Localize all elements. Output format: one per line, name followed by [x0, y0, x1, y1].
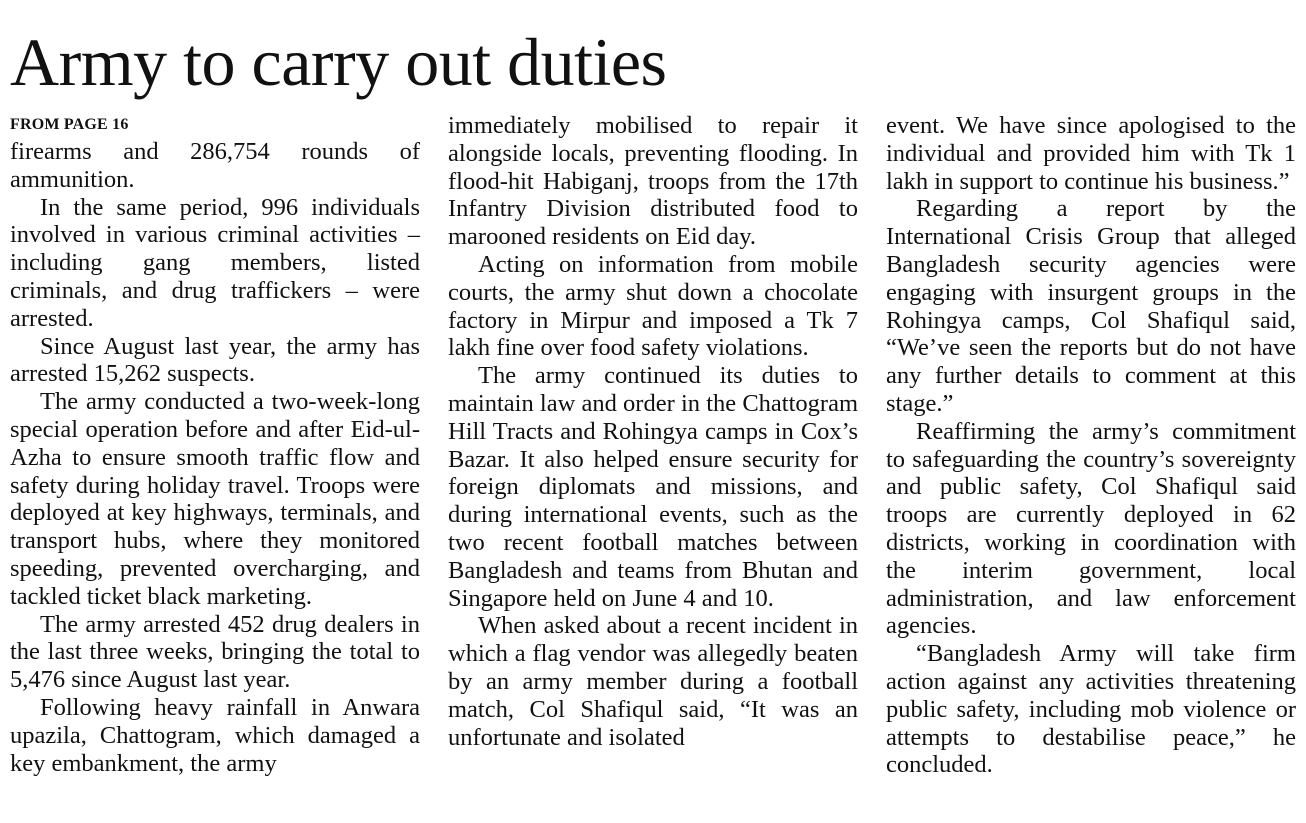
paragraph: “Bangladesh Army will take firm action against any activities threatening public safety, including mob violence or attempts to destabilise peace,” he concluded.	[886, 640, 1296, 779]
jump-line: FROM PAGE 16	[10, 116, 129, 133]
paragraph: The army continued its duties to maintain law and order in the Chattogram Hill Tracts and Rohingya camps in Cox’s Bazar. It also helped ensure security for foreign diplomats and missions, and during international events, such as the two recent football matches between Bangladesh and teams from Bhutan and Singapore held on June 4 and 10.	[448, 362, 858, 612]
paragraph: Acting on information from mobile courts, the army shut down a chocolate factory in Mirpur and imposed a Tk 7 lakh fine over food safety violations.	[448, 250, 858, 362]
paragraph: Following heavy rainfall in Anwara upazila, Chattogram, which damaged a key embankment, the army	[10, 693, 420, 777]
article-column-1	[10, 112, 420, 777]
paragraph: Reaffirming the army’s commitment to safeguarding the country’s sovereignty and public safety, Col Shafiqul said troops are currently deployed in 62 districts, working in coordination with the interim government, local administration, and law enforcement agencies.	[886, 417, 1296, 640]
paragraph: firearms and 286,754 rounds of ammunition.	[10, 138, 420, 193]
paragraph: The army arrested 452 drug dealers in the last three weeks, bringing the total to 5,476 since August last year.	[10, 610, 420, 694]
paragraph: The army conducted a two-week-long special operation before and after Eid-ul-Azha to ensure smooth traffic flow and safety during holiday travel. Troops were deployed at key highways, terminals, and transport hubs, where they monitored speeding, prevented overcharging, and tackled ticket black marketing.	[10, 388, 420, 610]
article-column-2	[448, 112, 858, 751]
paragraph: event. We have since apologised to the individual and provided him with Tk 1 lakh in support to continue his business.”	[886, 112, 1296, 195]
headline: Army to carry out duties	[10, 24, 667, 100]
paragraph: When asked about a recent incident in which a flag vendor was allegedly beaten by an army member during a football match, Col Shafiqul said, “It was an unfortunate and isolated	[448, 612, 858, 751]
article-column-3	[886, 112, 1296, 779]
paragraph: Regarding a report by the International Crisis Group that alleged Bangladesh security agencies were engaging with insurgent groups in the Rohingya camps, Col Shafiqul said, “We’ve seen the reports but do not have any further details to comment at this stage.”	[886, 195, 1296, 417]
paragraph: In the same period, 996 individuals involved in various criminal activities – including gang members, listed criminals, and drug traffickers – were arrested.	[10, 193, 420, 332]
paragraph: immediately mobilised to repair it alongside locals, preventing flooding. In flood-hit Habiganj, troops from the 17th Infantry Division distributed food to marooned residents on Eid day.	[448, 112, 858, 251]
paragraph: Since August last year, the army has arrested 15,262 suspects.	[10, 332, 420, 388]
